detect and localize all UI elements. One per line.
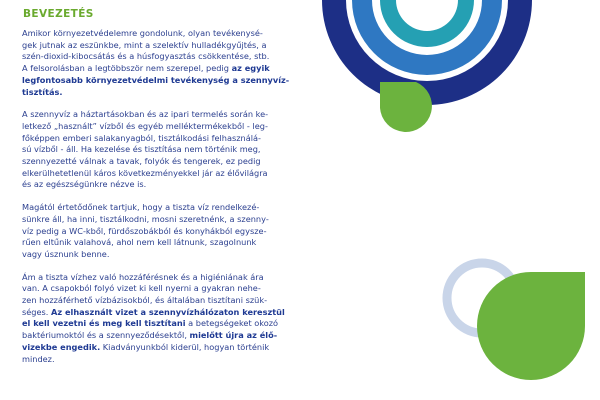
text-line: [22, 144, 261, 154]
text-line: [22, 133, 261, 143]
text-segment: baktériumoktól és a szennyeződésektől,: [22, 330, 190, 341]
text-line: [22, 318, 278, 328]
concentric-arcs-icon: [322, 0, 532, 105]
text-line: [22, 156, 261, 166]
text-line: [22, 237, 256, 247]
text-segment: főképpen emberi salakanyagból, tisztálkodási felhasználá-: [22, 132, 261, 143]
text-segment: elkerülhetetlenül káros következményekkel jár az élővilágra: [22, 167, 268, 178]
text-line: [22, 51, 269, 61]
navy-arc: [322, 0, 532, 105]
text-line: [22, 272, 264, 282]
text-line: [22, 202, 259, 212]
text-line: [22, 307, 285, 317]
text-segment: letkező „használt” vízből és egyéb melléktermékekből - leg-: [22, 120, 268, 131]
text-segment: gek jutnak az eszünkbe, mint a szelektív hulladékgyűjtés, a: [22, 39, 267, 50]
paragraph: [22, 28, 296, 98]
text-segment: szennyezetté válnak a tavak, folyók és tengerek, ez pedig: [22, 156, 261, 167]
text-segment: rűen eltűnik valahová, ahol nem kell látnunk, szagolnunk: [22, 237, 257, 248]
text-line: [22, 28, 263, 38]
green-leaf-large-icon: [477, 272, 585, 380]
text-segment: Ám a tiszta vízhez való hozzáférésnek és a higiéniának ára: [22, 271, 264, 282]
text-segment: szén-dioxid-kibocsátás és a húsfogyasztás csökkentése, stb.: [22, 51, 270, 62]
text-line: [22, 283, 261, 293]
text-line: [22, 342, 269, 352]
bold-text-segment: tisztítás.: [22, 86, 63, 97]
teal-arc: [380, 0, 474, 47]
text-line: [22, 249, 109, 259]
text-segment: a betegségeket okozó: [185, 318, 279, 329]
text-segment: vagy úsznunk benne.: [22, 248, 110, 259]
paragraph: [22, 202, 296, 261]
text-line: [22, 109, 268, 119]
text-line: [22, 40, 267, 50]
bold-text-segment: Az elhasznált vizet a szennyvízhálózaton keresztül: [51, 306, 285, 317]
text-line: [22, 330, 277, 340]
paragraph: [22, 272, 296, 366]
body-text: [22, 28, 296, 376]
text-segment: víz pedig a WC-kből, fürdőszobákból és konyhákból egysze-: [22, 225, 267, 236]
text-segment: A felsorolásban a legtöbbször nem szerepel, pedig: [22, 63, 232, 74]
text-segment: sú vízből - áll. Ha kezelése és tisztítása nem történik meg,: [22, 144, 261, 155]
text-segment: mindez.: [22, 353, 55, 364]
bold-text-segment: el kell vezetni és meg kell tisztítani: [22, 318, 186, 329]
bold-text-segment: legfontosabb környezetvédelmi tevékenység a szennyvíz-: [22, 74, 290, 85]
text-line: [22, 179, 146, 189]
text-line: [22, 226, 267, 236]
text-segment: Amikor környezetvédelemre gondolunk, olyan tevékenysé-: [22, 28, 263, 38]
text-line: [22, 214, 269, 224]
text-segment: A szennyvíz a háztartásokban és az ipari termelés során ke-: [22, 109, 269, 120]
text-segment: és az egészségünkre nézve is.: [22, 179, 147, 190]
bold-text-segment: az egyik: [231, 63, 270, 74]
bold-text-segment: vizekbe engedik.: [22, 341, 101, 352]
text-segment: Magától értetődőnek tartjuk, hogy a tiszta víz rendelkezé-: [22, 202, 260, 213]
text-line: [22, 75, 289, 85]
text-line: [22, 295, 267, 305]
text-segment: Kiadványunkból kiderül, hogyan történik: [100, 341, 270, 352]
text-line: [22, 63, 270, 73]
text-line: [22, 121, 268, 131]
text-line: [22, 87, 63, 97]
text-line: [22, 354, 55, 364]
text-segment: séges.: [22, 306, 52, 317]
bold-text-segment: mielőtt újra az élő-: [189, 330, 278, 341]
text-segment: sünkre áll, ha inni, tisztálkodni, mosni szeretnénk, a szenny-: [22, 213, 269, 224]
green-leaf-small-icon: [380, 82, 432, 132]
page-title: BEVEZETÉS: [23, 8, 94, 20]
text-segment: van. A csapokból folyó vizet ki kell nyerni a gyakran nehe-: [22, 283, 261, 294]
text-segment: zen hozzáférhető vízbázisokból, és általában tisztítani szük-: [22, 295, 268, 306]
text-line: [22, 168, 268, 178]
paragraph: [22, 109, 296, 191]
